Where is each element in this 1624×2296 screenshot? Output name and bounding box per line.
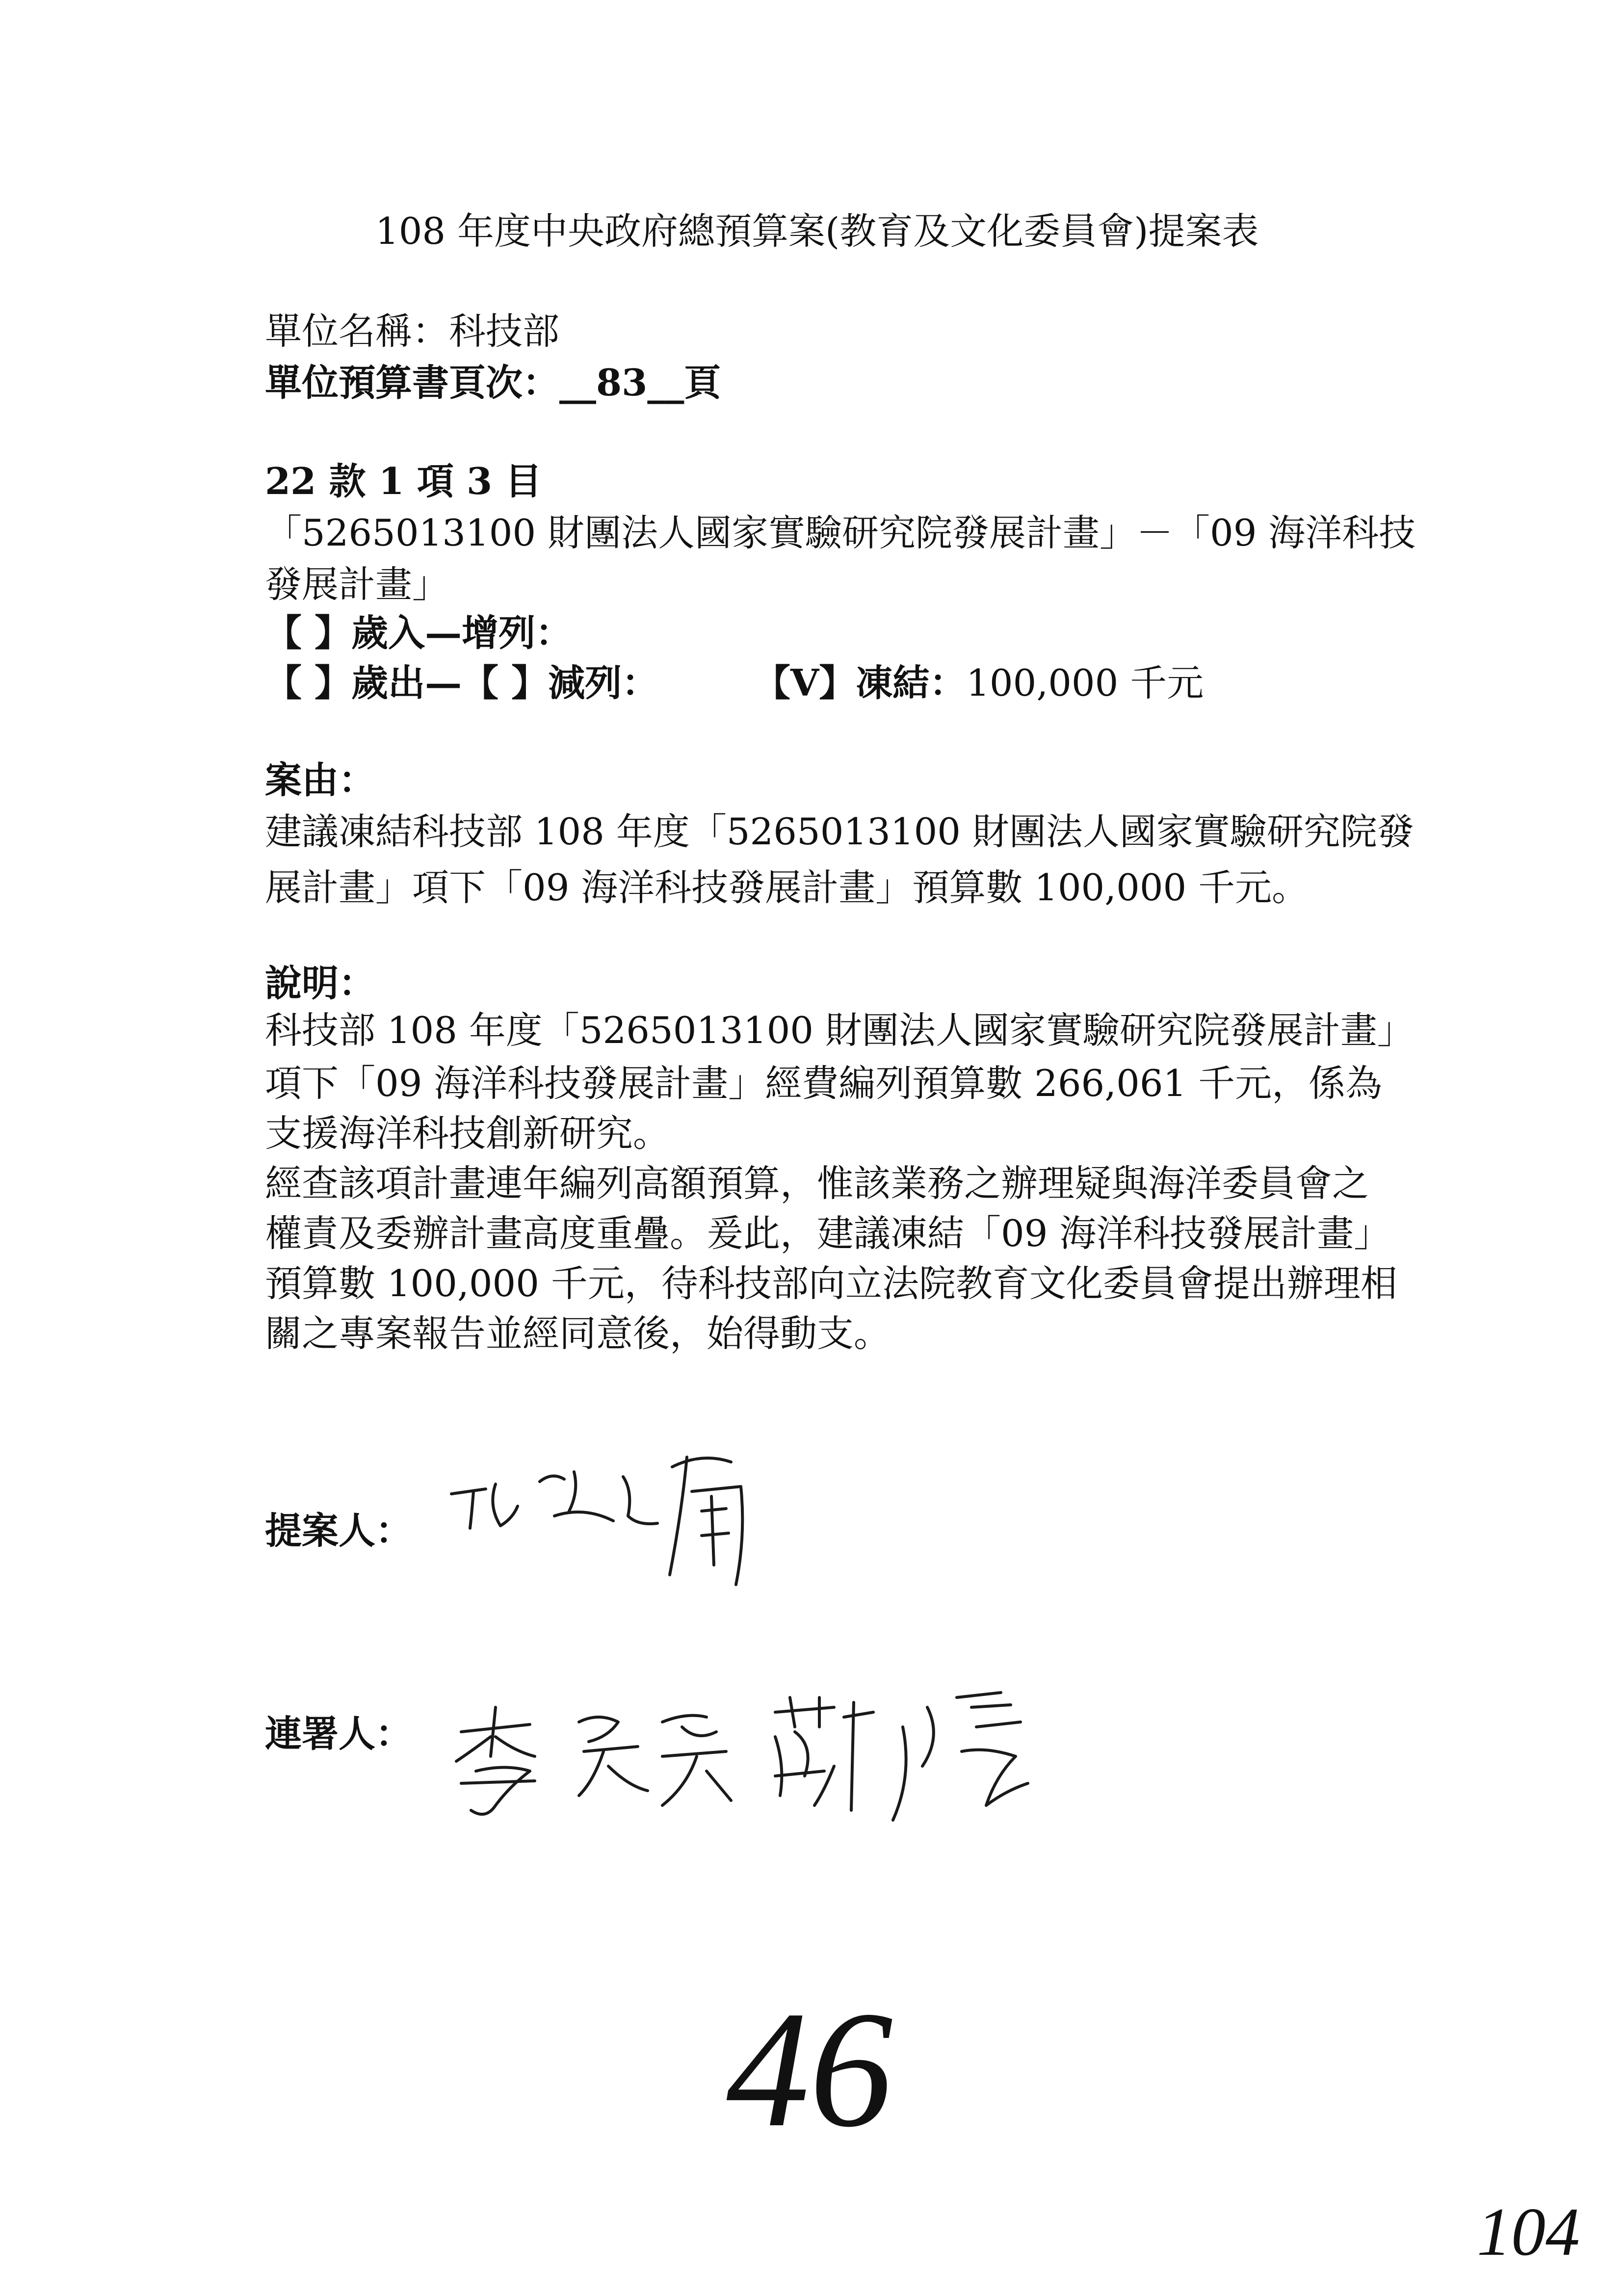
explanation-line: 關之專案報告並經同意後，始得動支。 — [265, 1312, 891, 1355]
item-code: 22 款 1 項 3 目 — [265, 460, 542, 503]
budget-page-reference: 單位預算書頁次：__83__頁 — [265, 361, 721, 404]
item-description-line: 「5265013100 財團法人國家實驗研究院發展計畫」－「09 海洋科技 — [265, 511, 1416, 554]
freeze-group — [754, 658, 1204, 707]
handwritten-sheet-number: 104 — [1477, 2194, 1580, 2270]
explanation-line: 支援海洋科技創新研究。 — [265, 1112, 670, 1155]
cosigner-signatures — [432, 1678, 1050, 1840]
unit-name: 單位名稱：科技部 — [265, 310, 560, 353]
explanation-line: 權責及委辦計畫高度重疊。爰此，建議凍結「09 海洋科技發展計畫」 — [265, 1212, 1391, 1255]
revenue-increase-line: 【 】歲入—增列： — [265, 611, 573, 654]
explanation-line: 預算數 100,000 千元，待科技部向立法院教育文化委員會提出辦理相 — [265, 1262, 1397, 1305]
explanation-heading: 說明： — [265, 962, 376, 1005]
explanation-line: 項下「09 海洋科技發展計畫」經費編列預算數 266,061 千元，係為 — [265, 1062, 1383, 1105]
item-description-line: 發展計畫」 — [265, 563, 449, 606]
reason-heading: 案由： — [265, 758, 376, 802]
reason-line: 建議凍結科技部 108 年度「5265013100 財團法人國家實驗研究院發 — [265, 810, 1414, 853]
proposer-signature — [427, 1437, 780, 1599]
document-title: 108 年度中央政府總預算案(教育及文化委員會)提案表 — [375, 209, 1259, 253]
freeze-amount: 100,000 千元 — [966, 661, 1204, 704]
freeze-label: 【V】凍結： — [754, 661, 967, 704]
explanation-line: 經查該項計畫連年編列高額預算，惟該業務之辦理疑與海洋委員會之 — [265, 1162, 1369, 1205]
expenditure-reduction-line: 【 】歲出—【 】減列： — [265, 661, 659, 704]
reason-line: 展計畫」項下「09 海洋科技發展計畫」預算數 100,000 千元。 — [265, 866, 1309, 909]
proposer-label: 提案人： — [265, 1509, 413, 1552]
cosigner-label: 連署人： — [265, 1712, 413, 1755]
handwritten-page-mark: 46 — [726, 1977, 893, 2162]
explanation-line: 科技部 108 年度「5265013100 財團法人國家實驗研究院發展計畫」 — [265, 1009, 1414, 1052]
